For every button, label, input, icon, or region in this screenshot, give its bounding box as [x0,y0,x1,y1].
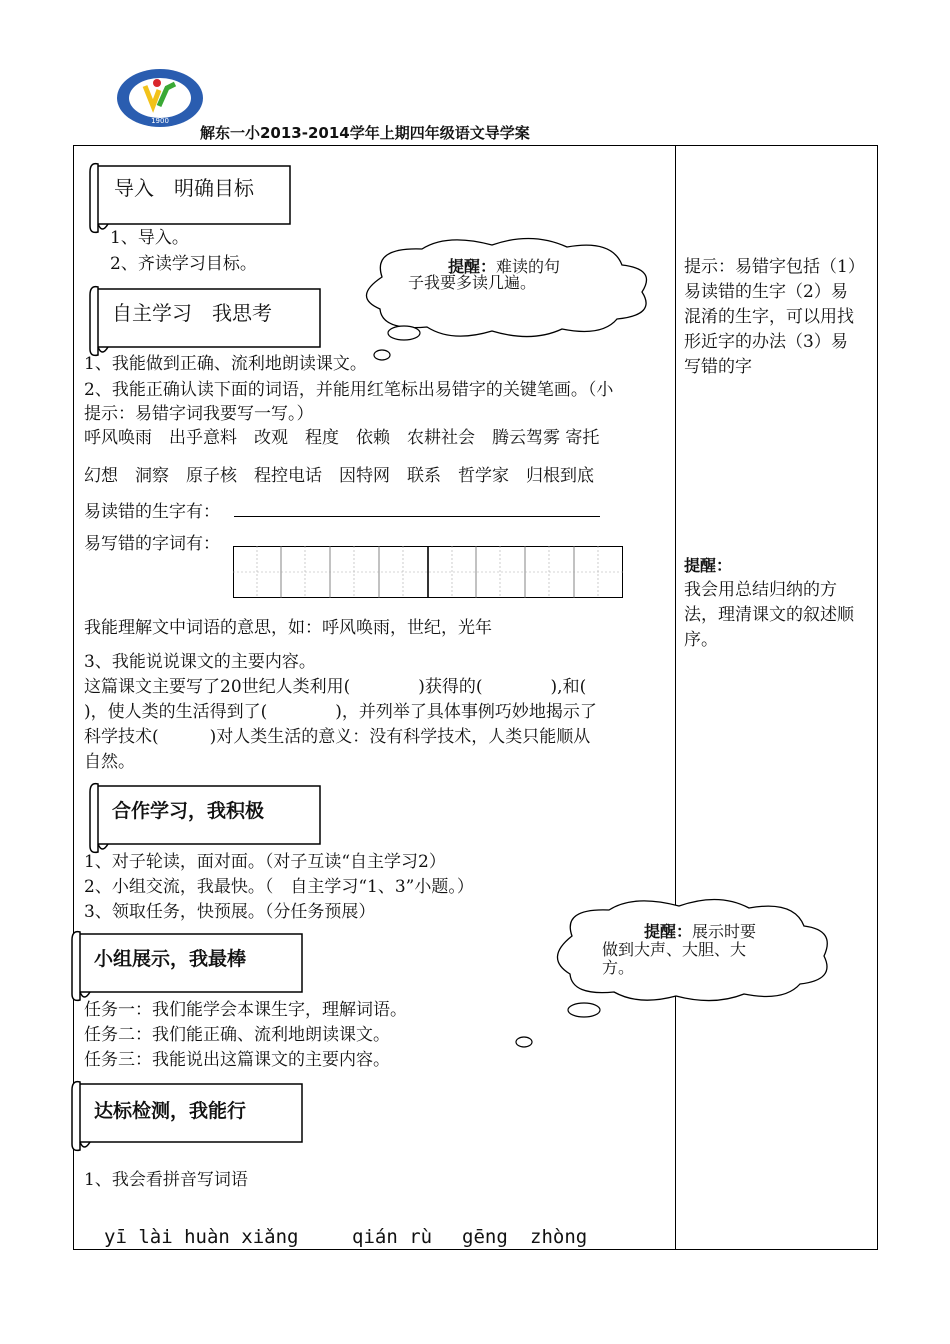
intro-item-2: 2、齐读学习目标。 [110,254,257,274]
reminder-cloud-2 [544,898,839,1046]
pinyin-2: qián rù [352,1226,433,1248]
intro-item-1: 1、导入。 [110,228,189,248]
side-tip-2-line: 序。 [684,630,718,650]
word: 呼风唤雨 [84,428,152,448]
easy-write-label: 易写错的字词有： [84,534,220,554]
banner-present [70,930,305,1006]
heading-check: 达标检测，我能行 [94,1100,247,1122]
present-item: 任务三：我能说出这篇课文的主要内容。 [84,1050,390,1070]
word: 出乎意料 [169,428,237,448]
summary-line: 科学技术( )对人类生活的意义：没有科学技术，人类只能顺从 [84,727,591,747]
side-tip-1-line: 形近字的办法（3）易 [684,332,848,352]
side-tip-1-line: 提示：易错字包括（1） [684,257,865,277]
school-logo [115,68,205,128]
side-tip-1-line: 写错的字 [684,357,752,377]
side-tip-1-line: 易读错的生字（2）易 [684,282,848,302]
heading-intro: 导入 明确目标 [114,176,254,200]
writing-grid[interactable] [233,546,623,598]
self-study-item-2-line1: 2、我能正确认读下面的词语，并能用红笔标出易错字的关键笔画。（小 [84,380,614,400]
cooperate-item: 1、对子轮读，面对面。（对子互读“自主学习2） [84,852,446,872]
side-tip-1 [684,255,874,380]
cloud1-text1: 难读的句 [496,257,561,276]
word-row-1 [84,426,599,450]
check-item-1: 1、我会看拼音写词语 [84,1170,248,1190]
heading-present: 小组展示，我最棒 [94,948,247,970]
banner-self-study [88,285,323,361]
table-border-top [73,145,878,146]
cooperate-item: 3、领取任务，快预展。（分任务预展） [84,902,376,922]
present-item: 任务二：我们能正确、流利地朗读课文。 [84,1025,390,1045]
cloud2-bold: 提醒： [644,922,693,941]
cloud2-text1: 展示时要 [692,922,757,941]
summary-line: 这篇课文主要写了20世纪人类利用( )获得的( ),和( [84,677,587,697]
word: 幻想 [84,466,118,486]
self-study-item-1: 1、我能做到正确、流利地朗读课文。 [84,354,367,374]
summary-line: 自然。 [84,752,135,772]
word: 程控电话 [254,466,322,486]
word: 程度 [305,428,339,448]
pinyin-3: gēng [462,1226,508,1248]
cloud1-bold: 提醒： [448,257,497,276]
word: 腾云驾雾 [492,428,560,448]
side-tip-2-title: 提醒： [684,556,733,575]
word-row-2 [84,464,594,488]
present-item: 任务一：我们能学会本课生字，理解词语。 [84,1000,407,1020]
word: 农耕社会 [407,428,475,448]
cloud2-text2: 做到大声、大胆、大 [602,940,747,959]
page-title: 解东一小2013-2014学年上期四年级语文导学案 [200,124,530,142]
word: 洞察 [135,466,169,486]
table-border-right [877,145,878,1250]
self-study-item-3: 3、我能说说课文的主要内容。 [84,652,316,672]
reminder-cloud-1 [352,237,662,362]
word: 寄托 [565,428,600,448]
understand-words: 我能理解文中词语的意思，如：呼风唤雨，世纪，光年 [84,618,492,638]
side-tip-2-line: 我会用总结归纳的方 [684,580,837,600]
svg-text:1900: 1900 [151,117,169,125]
word: 依赖 [356,428,390,448]
easy-read-label: 易读错的生字有： [84,502,220,522]
heading-cooperate: 合作学习，我积极 [112,800,265,822]
side-tip-1-line: 混淆的生字，可以用找 [684,307,854,327]
table-divider [675,145,676,1250]
side-tip-2 [684,554,874,653]
cloud1-text2: 子我要多读几遍。 [408,273,537,292]
banner-check [70,1080,305,1156]
word: 原子核 [186,466,237,486]
self-study-item-2-line2: 提示：易错字词我要写一写。） [84,404,314,424]
banner-cooperate [88,782,323,858]
summary-line: )，使人类的生活得到了( )，并列举了具体事例巧妙地揭示了 [84,702,597,722]
easy-read-blank[interactable] [234,516,600,517]
pinyin-4: zhòng [530,1226,588,1248]
word: 改观 [254,428,288,448]
pinyin-1: yī lài huàn xiǎng [104,1226,299,1248]
word: 哲学家 [458,466,509,486]
heading-self-study: 自主学习 我思考 [112,301,272,325]
word: 归根到底 [526,466,594,486]
table-border-bottom [73,1249,878,1250]
side-tip-2-line: 法，理清课文的叙述顺 [684,605,854,625]
word: 联系 [407,466,441,486]
word: 因特网 [339,466,390,486]
cloud2-text3: 方。 [602,958,635,977]
cooperate-item: 2、小组交流，我最快。（ 自主学习“1、3”小题。） [84,877,474,897]
cloud2-small-bubble [515,1033,533,1045]
